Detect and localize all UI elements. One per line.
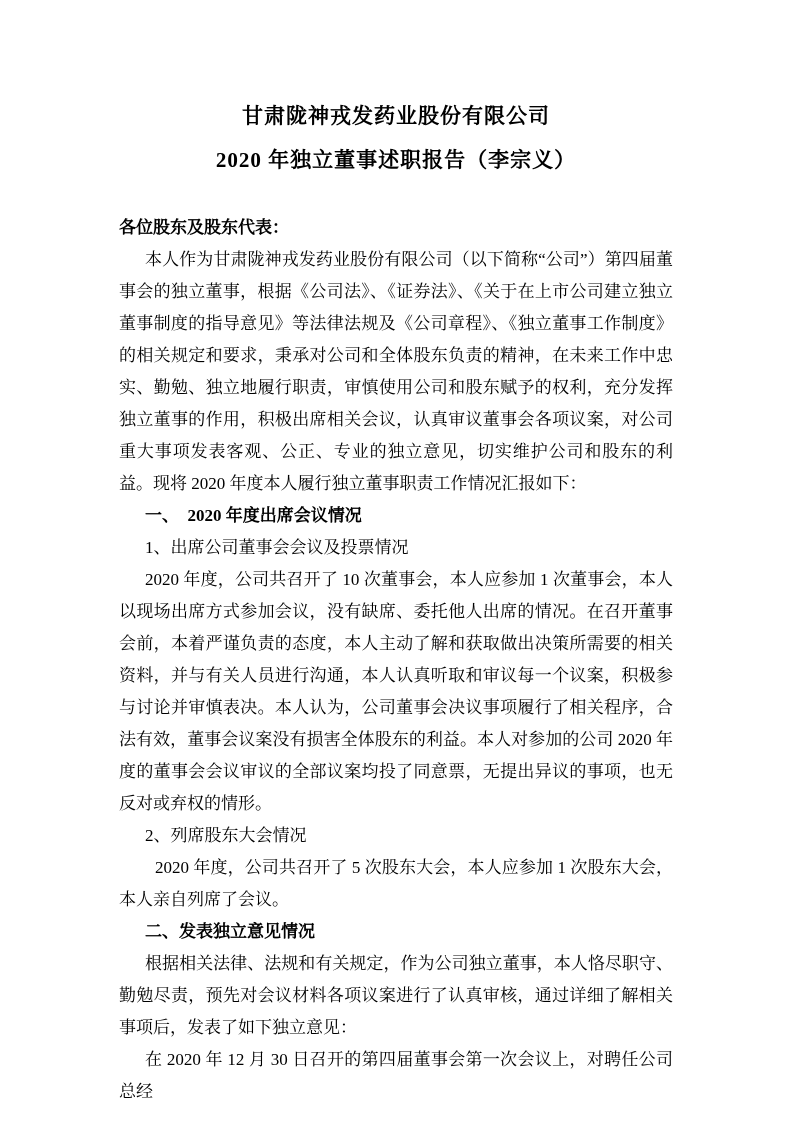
document-subtitle: 2020 年独立董事述职报告（李宗义） [215,148,577,172]
paragraph-intro: 本人作为甘肃陇神戎发药业股份有限公司（以下简称“公司”）第四届董事会的独立董事，根据《公司法》、《证券法》、《关于在上市公司建立独立董事制度的指导意见》等法律法规及《公司章程》、《独立董事工作制度》的相关规定和要求，秉承对公司和全体股东负责的精神，在未来工作中忠实、勤勉、独立地履行职责，审慎使用公司和股东赋予的权利，充分发挥独立董事的作用，积极出席相关会议，认真审议董事会各项议案，对公司重大事项发表客观、公正、专业的独立意见，切实维护公司和股东的利益。现将 2020 年度本人履行独立董事职责工作情况汇报如下： [119,250,673,493]
section-2-heading: 二、发表独立意见情况 [145,922,315,941]
document-title: 甘肃陇神戎发药业股份有限公司 [242,104,550,128]
paragraph-board-meetings: 2020 年度，公司共召开了 10 次董事会，本人应参加 1 次董事会，本人以现场出席方式参加会议，没有缺席、委托他人出席的情况。在召开董事会前，本着严谨负责的态度，本人主动了解和获取做出决策所需要的相关资料，并与有关人员进行沟通，本人认真听取和审议每一个议案，积极参与讨论并审慎表决。本人认为，公司董事会决议事项履行了相关程序，合法有效，董事会议案没有损害全体股东的利益。本人对参加的公司 2020 年度的董事会会议审议的全部议案均投了同意票，无提出异议的事项，也无反对或弃权的情形。 [119,570,673,813]
paragraph-shareholder-meetings: 2020 年度，公司共召开了 5 次股东大会，本人应参加 1 次股东大会，本人亲自列席了会议。 [119,858,673,909]
salutation: 各位股东及股东代表： [119,218,289,237]
section-1-item-2-title: 2、列席股东大会情况 [145,826,307,845]
section-1-item-1-title: 1、出席公司董事会会议及投票情况 [145,538,409,557]
section-1-heading: 一、 2020 年度出席会议情况 [145,506,362,525]
paragraph-december-meeting: 在 2020 年 12 月 30 日召开的第四届董事会第一次会议上，对聘任公司总经 [119,1050,673,1101]
paragraph-independent-opinions: 根据相关法律、法规和有关规定，作为公司独立董事，本人恪尽职守、勤勉尽责，预先对会议材料各项议案进行了认真审核，通过详细了解相关事项后，发表了如下独立意见： [119,954,673,1037]
